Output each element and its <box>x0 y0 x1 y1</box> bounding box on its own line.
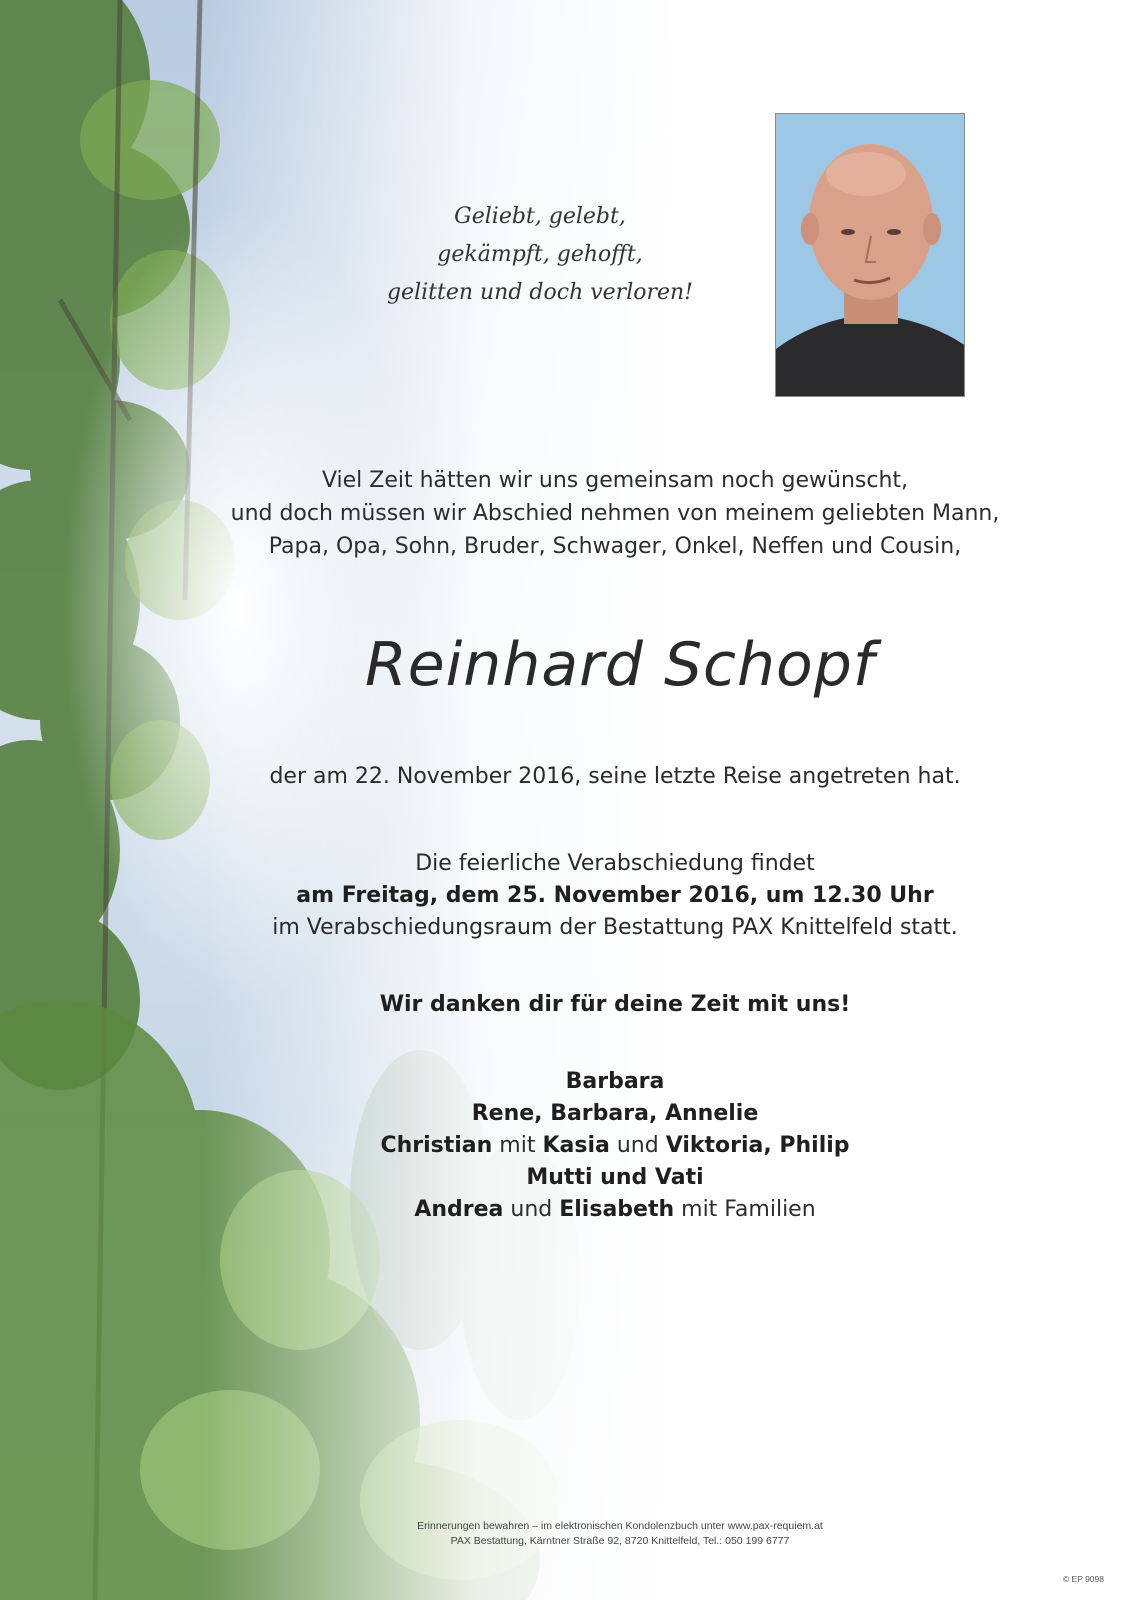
quote-line: gekämpft, gehofft, <box>437 242 643 267</box>
mourner-name: Elisabeth <box>559 1197 675 1222</box>
footer-condolence-line: Erinnerungen bewahren – im elektronischen Kondolenzbuch unter www.pax-requiem.at <box>417 1520 823 1532</box>
ceremony-line: Die feierliche Verabschiedung findet <box>415 851 815 876</box>
intro-line: Viel Zeit hätten wir uns gemeinsam noch gewünscht, <box>321 468 909 493</box>
footer-address-line: PAX Bestattung, Kärntner Straße 92, 8720 Knittelfeld, Tel.: 050 199 6777 <box>450 1535 790 1547</box>
mourner-line <box>150 1194 1080 1226</box>
ceremony-datetime: am Freitag, dem 25. November 2016, um 12.30 Uhr <box>296 883 934 908</box>
memorial-quote <box>350 198 730 312</box>
mourner-name: Andrea <box>414 1197 504 1222</box>
death-notice: der am 22. November 2016, seine letzte Reise angetreten hat. <box>269 764 961 789</box>
mourner-line: Barbara <box>565 1069 665 1094</box>
intro-line: und doch müssen wir Abschied nehmen von meinem geliebten Mann, <box>230 501 1000 526</box>
deceased-name: Reinhard Schopf <box>365 630 875 700</box>
intro-text <box>150 464 1080 563</box>
mourner-connector: und <box>503 1197 560 1222</box>
footer <box>300 1519 940 1549</box>
mourner-line: Mutti und Vati <box>526 1165 704 1190</box>
quote-line: Geliebt, gelebt, <box>454 204 626 229</box>
portrait-photo <box>775 113 965 397</box>
mourner-name: Viktoria, Philip <box>665 1133 850 1158</box>
thanks-message: Wir danken dir für deine Zeit mit uns! <box>379 992 851 1017</box>
portrait-image <box>776 114 965 397</box>
mourners-list <box>150 1066 1080 1226</box>
quote-line: gelitten und doch verloren! <box>386 280 694 305</box>
mourner-line <box>150 1130 1080 1162</box>
intro-line: Papa, Opa, Sohn, Bruder, Schwager, Onkel, Neffen und Cousin, <box>268 534 962 559</box>
ceremony-location: im Verabschiedungsraum der Bestattung PAX Knittelfeld statt. <box>272 915 958 940</box>
mourner-connector: mit <box>492 1133 543 1158</box>
mourner-name: Kasia <box>542 1133 610 1158</box>
product-code: © EP 9098 <box>1062 1574 1104 1584</box>
ceremony-info <box>150 848 1080 944</box>
mourner-connector: und <box>609 1133 666 1158</box>
mourner-connector: mit Familien <box>674 1197 816 1222</box>
mourner-line: Rene, Barbara, Annelie <box>471 1101 759 1126</box>
mourner-name: Christian <box>380 1133 493 1158</box>
